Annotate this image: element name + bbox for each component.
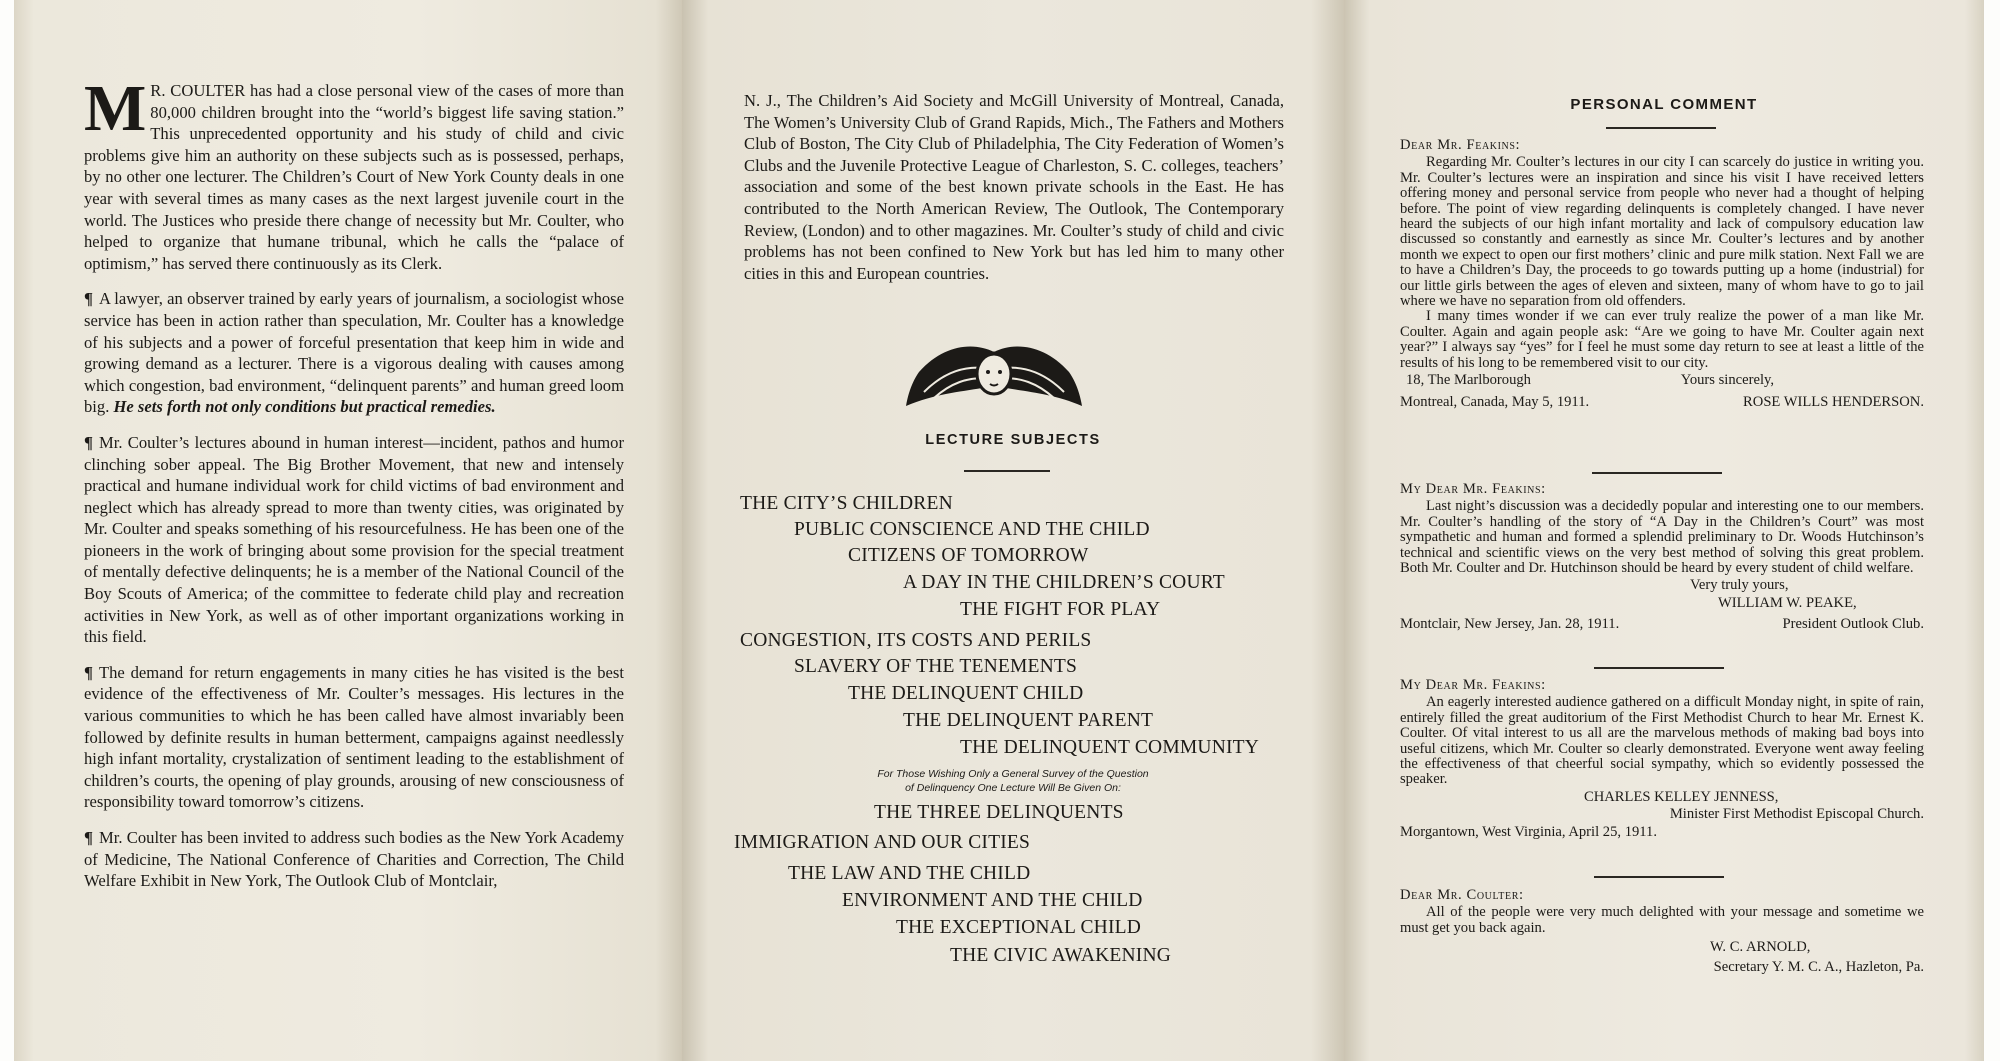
- lecture-item: IMMIGRATION AND OUR CITIES: [734, 832, 1031, 853]
- letter-salutation: Dear Mr. Feakins:: [1400, 137, 1521, 153]
- bio-paragraph-2: [84, 288, 624, 418]
- lecture-item: THE DELINQUENT PARENT: [903, 710, 1154, 731]
- letter-paragraph: An eagerly interested audience gathered on a difficult Monday night, in spite of rain, entirely filled the great auditorium of the First Methodist Church to hear Mr. Ernest K. Coulter. Of vital interest to us all are the marvelous methods of making bad boys into useful citizens, which Mr. Coulter so clearly demonstrated. Everyone went away feeling the effectiveness of that cheerful social sympathy, which so evidently possessed the speaker.: [1400, 694, 1924, 788]
- pilcrow-icon: ¶: [84, 432, 93, 452]
- lecture-item: THE LAW AND THE CHILD: [788, 863, 1031, 884]
- paragraph-text: The demand for return engagements in many cities he has visited is the best evidence of the effectiveness of Mr. Coulter’s messages. His lectures in the various communities to which he has been called have almost invariably been followed by definite results in human betterment, campaigns against needlessly high infant mortality, crystalization of sentiment leading to the establishment of children’s courts, the opening of play grounds, arousing of new consciousness of responsibility toward tomorrow’s citizens.: [84, 662, 624, 812]
- testimonial-letter: [1400, 888, 1924, 975]
- lecture-item: CITIZENS OF TOMORROW: [848, 545, 1089, 566]
- lecture-subjects-heading: LECTURE SUBJECTS: [925, 432, 1101, 448]
- divider: [1594, 876, 1724, 878]
- lecture-item: THE CIVIC AWAKENING: [950, 945, 1172, 966]
- testimonial-letter: [1400, 138, 1924, 410]
- biography-text: [84, 72, 624, 906]
- paragraph-text: Mr. Coulter’s lectures abound in human interest—incident, pathos and humor clinching sober appeal. The Big Brother Movement, that new and intensely practical and humane individual work for child victims of bad environment and neglect which has already spread to more than twenty cities, was originated by Mr. Coulter and speaks something of his resourcefulness. He has been one of the pioneers in the work of bringing about some provision for the special treatment of mentally defective delinquents; he is a member of the National Council of the Boy Scouts of America; of the committee to federate child play and recreation activities in New York, as well as of other important organizations working in this field.: [84, 432, 624, 647]
- letter-paragraph: Last night’s discussion was a decidedly popular and interesting one to our members. Mr. Coulter’s handling of the story of “A Day in the Children’s Court” was most sympathetic and human and formed a splendid preliminary to Dr. Woods Hutchinson’s technical and scientific views on the very best method of solving this great problem. Both Mr. Coulter and Dr. Hutchinson should be heard by every student of child welfare.: [1400, 498, 1924, 577]
- letter-title: Secretary Y. M. C. A., Hazleton, Pa.: [1713, 958, 1924, 975]
- right-panel: [1344, 0, 1984, 1061]
- letter-place-date: Montclair, New Jersey, Jan. 28, 1911.: [1400, 616, 1620, 633]
- lead-words: R. COULTER: [150, 81, 246, 100]
- lecture-item: THE EXCEPTIONAL CHILD: [896, 917, 1142, 938]
- letter-signature: W. C. ARNOLD,: [1710, 939, 1811, 956]
- letter-salutation: Dear Mr. Coulter:: [1400, 887, 1524, 903]
- italic-emphasis: He sets forth not only conditions but practical remedies.: [113, 397, 496, 417]
- letter-place-date: Morgantown, West Virginia, April 25, 1911.: [1400, 823, 1657, 840]
- lecture-item: THE THREE DELINQUENTS: [874, 802, 1124, 823]
- cherub-ornament-icon: [904, 332, 1084, 412]
- personal-comment-heading: PERSONAL COMMENT: [1570, 96, 1758, 113]
- divider: [964, 470, 1050, 472]
- paragraph-text: Mr. Coulter has been invited to address such bodies as the New York Academy of Medicine, The National Conference of Charities and Correction, The Child Welfare Exhibit in New York, The Outlook Club of Montclair,: [84, 828, 624, 891]
- letter-paragraph: I many times wonder if we can ever truly realize the power of a man like Mr. Coulter. Again and again people ask: “Are we going to have Mr. Coulter again next year?” I always say “yes” for I feel he must some day return to see at least a little of the results of his long to be remembered visit to our city.: [1400, 308, 1924, 371]
- drop-cap: M: [84, 72, 147, 145]
- pilcrow-icon: ¶: [84, 662, 93, 682]
- left-panel: [14, 0, 682, 1061]
- letter-closing: Very truly yours,: [1690, 577, 1789, 594]
- letter-closing: Yours sincerely,: [1680, 372, 1774, 389]
- paragraph-text: A lawyer, an observer trained by early years of journalism, a sociologist whose service has been in action rather than speculation, Mr. Coulter has a knowledge of his subjects and a power of forceful presentation that keep him in wide and growing demand as a lecturer. There is a vigorous dealing with causes among which congestion, bad environment, “delinquent parents” and human greed loom big.: [84, 289, 624, 417]
- continuation-text: N. J., The Children’s Aid Society and McGill University of Montreal, Canada, The Women’s University Club of Grand Rapids, Mich., The Fathers and Mothers Club of Boston, The City Club of Philadelphia, The City Federation of Women’s Clubs and the Juvenile Protective League of Charleston, S. C. colleges, teachers’ association and some of the best known private schools in the East. He has contributed to the North American Review, The Outlook, The Contemporary Review, (London) and to other magazines. Mr. Coulter’s study of child and civic problems has not been confined to New York but has led him to many other cities in this and European countries.: [744, 91, 1284, 283]
- lecture-item: A DAY IN THE CHILDREN’S COURT: [903, 572, 1225, 593]
- letter-title: President Outlook Club.: [1782, 616, 1924, 633]
- letter-signature: WILLIAM W. PEAKE,: [1718, 594, 1857, 611]
- survey-note: [682, 767, 1344, 795]
- lecture-item: THE DELINQUENT COMMUNITY: [960, 737, 1260, 758]
- testimonial-letter: [1400, 482, 1924, 633]
- lecture-item: PUBLIC CONSCIENCE AND THE CHILD: [794, 519, 1150, 540]
- bio-paragraph-4: [84, 662, 624, 813]
- letter-signature: CHARLES KELLEY JENNESS,: [1584, 788, 1779, 805]
- lecture-item: THE FIGHT FOR PLAY: [960, 599, 1161, 620]
- survey-note-line: of Delinquency One Lecture Will Be Given On:: [905, 782, 1121, 794]
- lecture-item: ENVIRONMENT AND THE CHILD: [842, 890, 1143, 911]
- lecture-item: SLAVERY OF THE TENEMENTS: [794, 656, 1078, 677]
- lecture-item: THE DELINQUENT CHILD: [848, 683, 1084, 704]
- bio-paragraph-5: [84, 827, 624, 892]
- survey-note-line: For Those Wishing Only a General Survey of the Question: [877, 768, 1149, 780]
- divider: [1594, 667, 1724, 669]
- letter-title: Minister First Methodist Episcopal Church.: [1669, 806, 1924, 823]
- letter-paragraph: All of the people were very much delighted with your message and sometime we must get you back again.: [1400, 904, 1924, 936]
- divider: [1606, 127, 1716, 129]
- letter-paragraph: Regarding Mr. Coulter’s lectures in our city I can scarcely do justice in writing you. Mr. Coulter’s lectures were an inspiration and since his visit I have received letters offering money and personal service from people who never had a thought of helping before. The point of view regarding delinquents is completely changed. I have never heard the subjects of our high infant mortality and lack of compulsory education law discussed so constantly and earnestly as since Mr. Coulter’s lectures and by another month we expect to open our first mothers’ clinic and pure milk station. Next Fall we are to have a Children’s Day, the proceeds to go towards putting up a home (industrial) for our little girls between the ages of eleven and sixteen, many of whom have to go to jail where we have no separation from old offenders.: [1400, 154, 1924, 310]
- letter-signature: ROSE WILLS HENDERSON.: [1743, 393, 1924, 410]
- divider: [1592, 472, 1722, 474]
- pilcrow-icon: ¶: [84, 828, 93, 847]
- letter-salutation: My Dear Mr. Feakins:: [1400, 481, 1546, 497]
- lecture-item: CONGESTION, ITS COSTS AND PERILS: [740, 630, 1092, 651]
- testimonial-letter: [1400, 678, 1924, 840]
- bio-paragraph-1: [84, 72, 624, 274]
- bio-paragraph-3: [84, 432, 624, 648]
- pilcrow-icon: ¶: [84, 289, 93, 309]
- lecture-item: THE CITY’S CHILDREN: [740, 493, 953, 514]
- letter-place-date: Montreal, Canada, May 5, 1911.: [1400, 393, 1590, 410]
- letter-address: 18, The Marlborough: [1406, 372, 1531, 389]
- letter-salutation: My Dear Mr. Feakins:: [1400, 677, 1546, 693]
- middle-panel: [682, 0, 1344, 1061]
- paragraph-text: has had a close personal view of the cases of more than 80,000 children brought into the “world’s biggest life saving station.” This unprecedented opportunity and his study of child and civic problems give him an authority on these subjects such as is possessed, perhaps, by no other one lecturer. The Children’s Court of New York County deals in one year with several times as many cases as the next largest juvenile court in the world. The Justices who preside there change of necessity but Mr. Coulter, who helped to organize that humane tribunal, which he calls the “palace of optimism,” has served there continuously as its Clerk.: [84, 81, 624, 273]
